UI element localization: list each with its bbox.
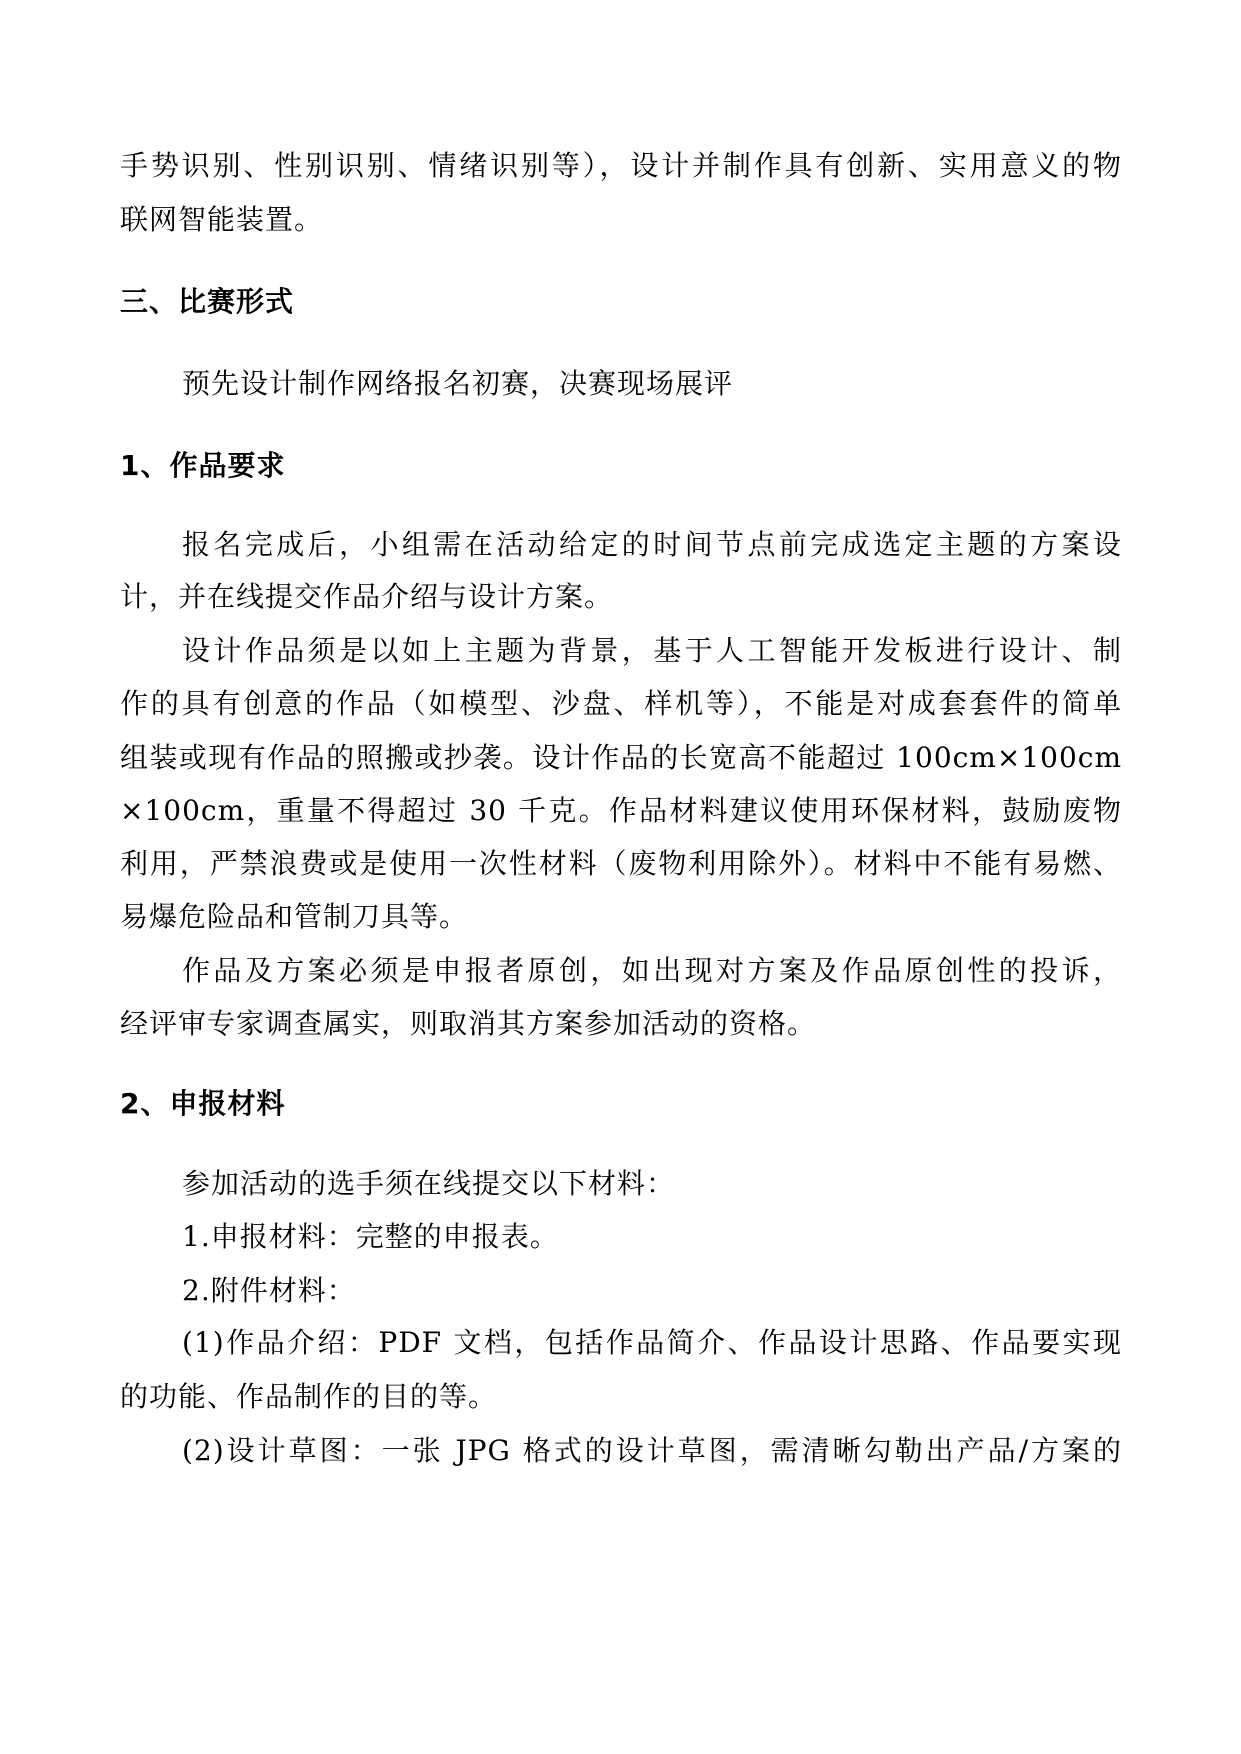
paragraph-line: 预先设计制作网络报名初赛，决赛现场展评 xyxy=(182,367,734,400)
paragraph-line: ×100cm，重量不得超过 30 千克。作品材料建议使用环保材料，鼓励废物 xyxy=(120,794,1122,827)
paragraph-line: 的功能、作品制作的目的等。 xyxy=(120,1380,498,1413)
list-item: (1)作品介绍：PDF 文档，包括作品简介、作品设计思路、作品要实现 xyxy=(182,1326,1122,1359)
paragraph-line: 易爆危险品和管制刀具等。 xyxy=(120,900,469,933)
list-item: 2.附件材料： xyxy=(182,1274,356,1307)
paragraph-line: 经评审专家调查属实，则取消其方案参加活动的资格。 xyxy=(120,1007,817,1040)
paragraph-line: 作的具有创意的作品（如模型、沙盘、样机等），不能是对成套套件的简单 xyxy=(120,687,1122,720)
paragraph-line: 联网智能装置。 xyxy=(120,203,324,236)
paragraph-line: 利用，严禁浪费或是使用一次性材料（废物利用除外）。材料中不能有易燃、 xyxy=(120,847,1122,880)
paragraph-line: 手势识别、性别识别、情绪识别等），设计并制作具有创新、实用意义的物 xyxy=(120,149,1122,182)
section-heading: 三、比赛形式 xyxy=(120,285,295,318)
list-item: (2)设计草图：一张 JPG 格式的设计草图，需清晰勾勒出产品/方案的 xyxy=(182,1434,1122,1467)
subsection-heading: 1、作品要求 xyxy=(120,449,286,482)
paragraph-line: 计，并在线提交作品介绍与设计方案。 xyxy=(120,580,614,613)
paragraph-line: 参加活动的选手须在线提交以下材料： xyxy=(182,1167,676,1200)
paragraph-line: 报名完成后，小组需在活动给定的时间节点前完成选定主题的方案设 xyxy=(182,528,1122,561)
paragraph-line: 组装或现有作品的照搬或抄袭。设计作品的长宽高不能超过 100cm×100cm xyxy=(120,741,1122,774)
paragraph-line: 设计作品须是以如上主题为背景，基于人工智能开发板进行设计、制 xyxy=(182,634,1122,667)
paragraph-line: 作品及方案必须是申报者原创，如出现对方案及作品原创性的投诉， xyxy=(182,954,1122,987)
subsection-heading: 2、申报材料 xyxy=(120,1087,286,1120)
list-item: 1.申报材料：完整的申报表。 xyxy=(182,1220,559,1253)
